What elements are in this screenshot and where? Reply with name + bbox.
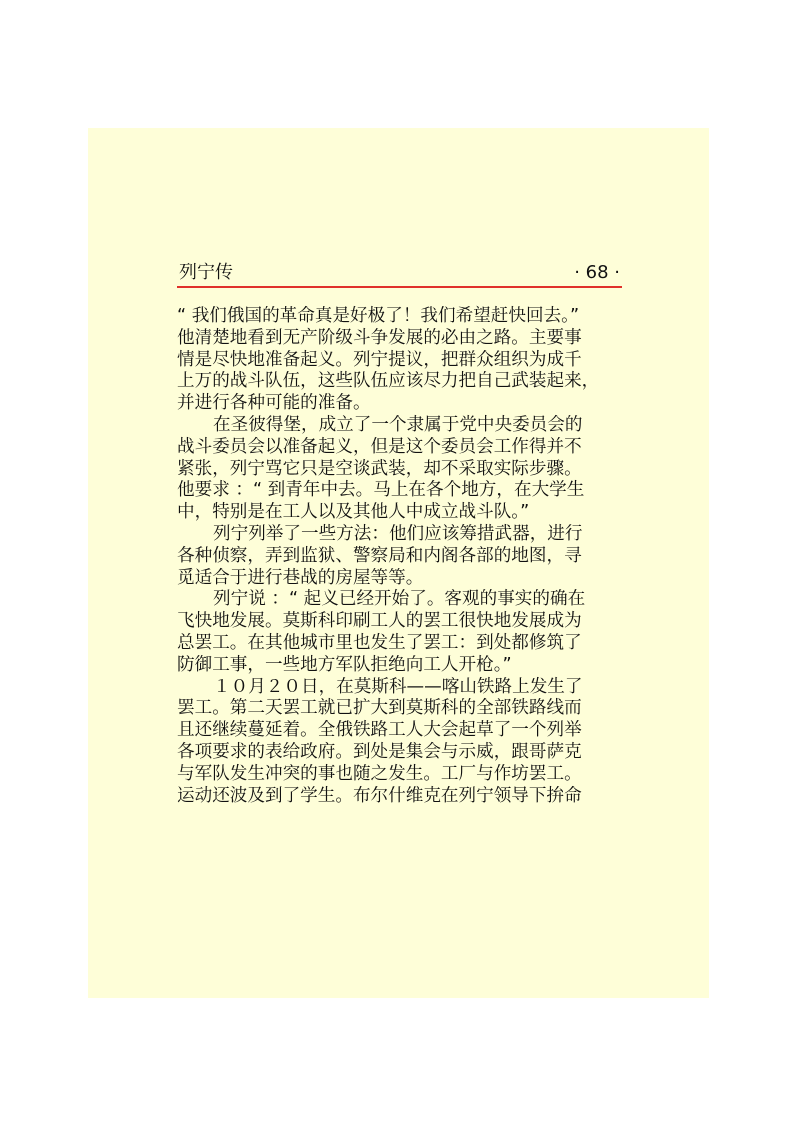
page-number: · 68 · xyxy=(574,262,620,283)
text-line: 情是尽快地准备起义。列宁提议，把群众组织为成千 xyxy=(177,349,582,370)
text-line: 他要求 ：“ 到青年中去。马上在各个地方，在大学生 xyxy=(177,480,585,501)
book-title: 列宁传 xyxy=(179,262,233,283)
text-line: “ 我们俄国的革命真是好极了！我们希望赶快回去。” xyxy=(177,306,580,326)
text-line: 运动还波及到了学生。布尔什维克在列宁领导下拚命 xyxy=(177,785,582,806)
text-line: 觅适合于进行巷战的房屋等等。 xyxy=(177,567,424,588)
text-line: 罢工。第二天罢工就已扩大到莫斯科的全部铁路线而 xyxy=(177,698,582,719)
page-header xyxy=(177,262,622,288)
paragraph-first-line: １０月２０日，在莫斯科——喀山铁路上发生了 xyxy=(213,676,583,697)
paragraph-first-line: 列宁列举了一些方法：他们应该筹措武器，进行 xyxy=(213,523,583,544)
text-line: 各项要求的表给政府。到处是集会与示威，跟哥萨克 xyxy=(177,741,582,762)
text-line: 且还继续蔓延着。全俄铁路工人大会起草了一个列举 xyxy=(177,720,582,741)
text-line: 与军队发生冲突的事也随之发生。工厂与作坊罢工。 xyxy=(177,763,582,784)
paragraph-first-line: 在圣彼得堡，成立了一个隶属于党中央委员会的 xyxy=(213,414,583,435)
text-line: 紧张，列宁骂它只是空谈武装，却不采取实际步骤。 xyxy=(177,458,582,479)
text-line: 飞快地发展。莫斯科印刷工人的罢工很快地发展成为 xyxy=(177,611,582,632)
body-text xyxy=(177,306,637,807)
text-line: 上万的战斗队伍，这些队伍应该尽力把自己武装起来， xyxy=(177,371,600,392)
text-line: 总罢工。在其他城市里也发生了罢工：到处都修筑了 xyxy=(177,632,582,653)
text-line: 并进行各种可能的准备。 xyxy=(177,393,371,414)
text-line: 中，特别是在工人以及其他人中成立战斗队。” xyxy=(177,502,530,523)
text-line: 他清楚地看到无产阶级斗争发展的必由之路。主要事 xyxy=(177,327,582,348)
text-line: 防御工事，一些地方军队拒绝向工人开枪。” xyxy=(177,654,512,675)
text-line: 各种侦察，弄到监狱、警察局和内阁各部的地图，寻 xyxy=(177,545,582,566)
text-line: 战斗委员会以准备起义，但是这个委员会工作得并不 xyxy=(177,436,582,457)
paragraph-first-line: 列宁说 ：“ 起义已经开始了。客观的事实的确在 xyxy=(213,589,586,610)
